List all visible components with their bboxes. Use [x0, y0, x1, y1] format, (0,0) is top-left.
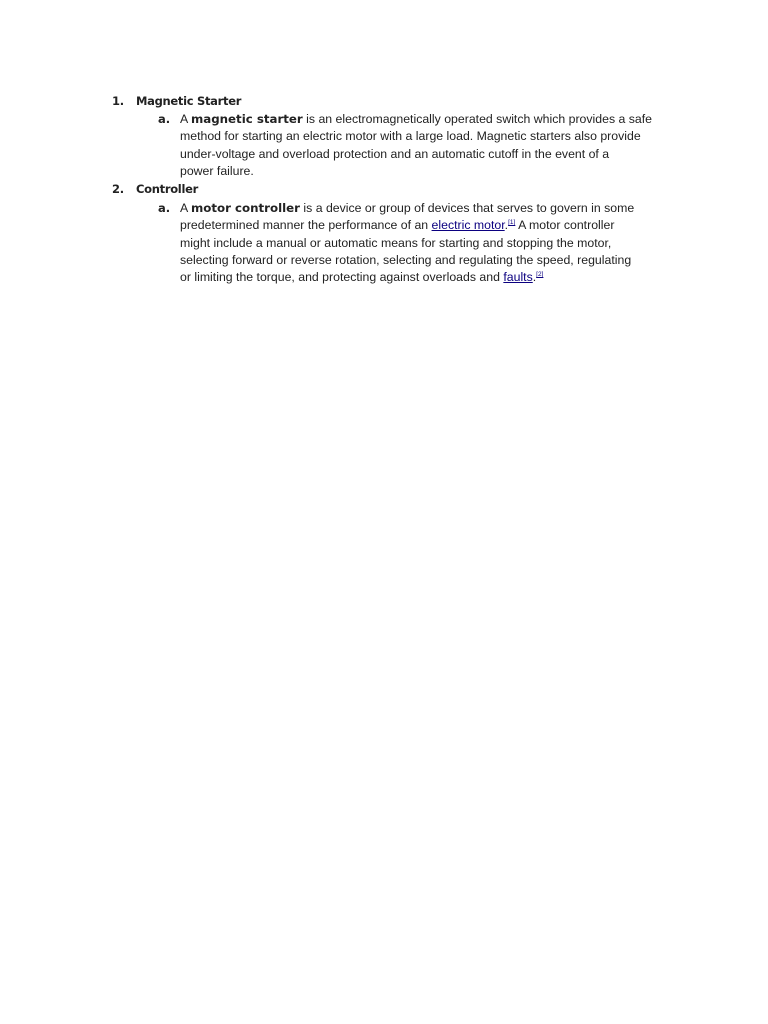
- text-run: A: [180, 201, 191, 215]
- paragraph-line: [180, 269, 680, 286]
- item-heading: Magnetic Starter: [136, 94, 242, 108]
- text-run: or limiting the torque, and protecting against overloads and: [180, 270, 504, 285]
- paragraph-line: [180, 200, 680, 217]
- text-run: .: [504, 218, 509, 233]
- paragraph-line: method for starting an electric motor with a large load. Magnetic starters also provide: [180, 129, 641, 144]
- text-run: .: [532, 270, 537, 285]
- paragraph-line: under-voltage and overload protection and an automatic cutoff in the event of a: [180, 146, 610, 161]
- sub-item-paragraph: [180, 111, 680, 180]
- item-number: 1.: [112, 94, 124, 108]
- paragraph-line: [180, 217, 680, 234]
- bold-term: magnetic starter: [190, 112, 303, 126]
- item-number: 2.: [112, 182, 124, 196]
- text-run: is a device or group of devices that serves to govern in some: [299, 201, 635, 215]
- text-run: is an electromagnetically operated switch which provides a safe: [302, 112, 653, 126]
- paragraph-line: [180, 111, 680, 128]
- sub-item-paragraph: [180, 200, 680, 286]
- electric-motor-link[interactable]: electric motor: [431, 218, 505, 233]
- paragraph-line: might include a manual or automatic means for starting and stopping the motor,: [180, 235, 612, 250]
- text-run: A motor controller: [515, 218, 615, 233]
- text-run: A: [180, 112, 191, 126]
- item-heading: Controller: [136, 182, 198, 196]
- sub-item-letter: a.: [158, 112, 171, 126]
- sub-item-letter: a.: [158, 201, 171, 215]
- text-run: predetermined manner the performance of an: [180, 218, 432, 233]
- paragraph-line: selecting forward or reverse rotation, selecting and regulating the speed, regulating: [180, 252, 632, 267]
- faults-link[interactable]: faults: [503, 270, 533, 285]
- reference-2-link[interactable]: [2]: [536, 271, 544, 279]
- paragraph-line: power failure.: [180, 163, 254, 178]
- reference-1-link[interactable]: [1]: [508, 219, 516, 227]
- bold-term: motor controller: [190, 201, 300, 215]
